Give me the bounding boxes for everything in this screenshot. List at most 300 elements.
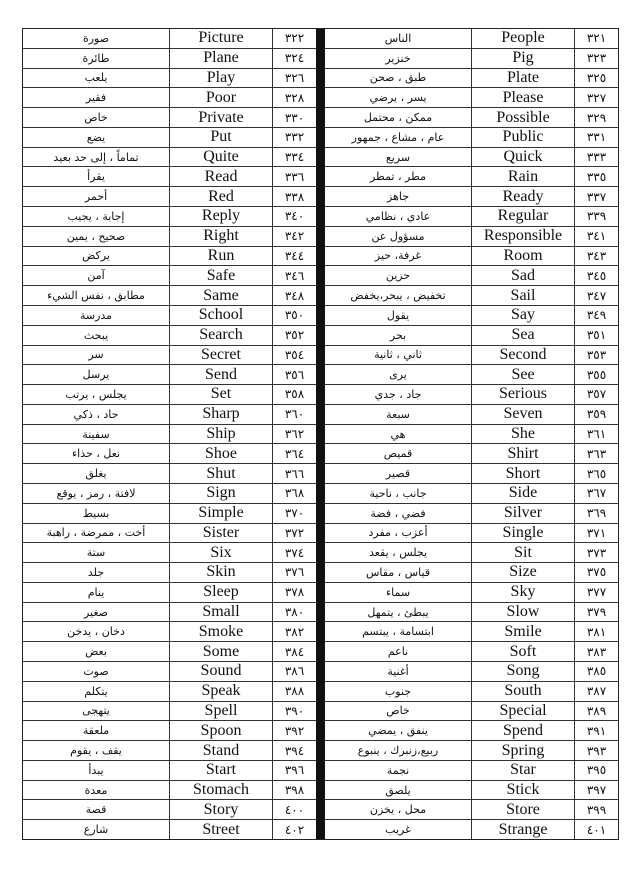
- arabic-meaning: يجلس ، يرتب: [65, 387, 127, 401]
- entry-number: ٣٩٤: [272, 741, 316, 760]
- table-row: [23, 642, 316, 662]
- english-word: Sleep: [169, 583, 272, 602]
- english-word: Six: [169, 543, 272, 562]
- english-word: Public: [471, 128, 574, 147]
- english-word: Soft: [471, 642, 574, 661]
- english-word: Reply: [169, 207, 272, 226]
- english-word: She: [471, 425, 574, 444]
- english-word: Stomach: [169, 781, 272, 800]
- arabic-meaning: طائرة: [82, 51, 110, 65]
- table-row: [325, 286, 618, 306]
- entry-number: ٣٩٩: [574, 800, 618, 819]
- arabic-meaning: مسؤول عن: [371, 229, 425, 243]
- entry-number: ٣٢١: [574, 29, 618, 48]
- arabic-meaning: محل ، يخزن: [369, 803, 427, 817]
- table-row: [23, 820, 316, 839]
- english-word: Rain: [471, 167, 574, 186]
- english-word: Sea: [471, 326, 574, 345]
- english-word: Skin: [169, 563, 272, 582]
- table-row: [23, 167, 316, 187]
- arabic-meaning: جانب ، ناحية: [369, 486, 427, 500]
- entry-number: ٣٨١: [574, 622, 618, 641]
- arabic-meaning: سريع: [385, 150, 411, 164]
- table-row: [325, 820, 618, 839]
- english-word: South: [471, 682, 574, 701]
- arabic-meaning: ممكن ، محتمل: [363, 111, 433, 125]
- arabic-meaning: تخفيض ، يبحر،يخفض: [350, 289, 446, 303]
- arabic-meaning: الناس: [384, 31, 412, 45]
- entry-number: ٣٥٢: [272, 326, 316, 345]
- english-word: Special: [471, 702, 574, 721]
- entry-number: ٣٢٧: [574, 88, 618, 107]
- entry-number: ٣٥٥: [574, 365, 618, 384]
- arabic-meaning: مطر ، تمطر: [369, 170, 427, 184]
- english-word: Some: [169, 642, 272, 661]
- table-row: [23, 622, 316, 642]
- english-word: Say: [471, 306, 574, 325]
- english-word: Red: [169, 187, 272, 206]
- english-word: Song: [471, 662, 574, 681]
- table-row: [325, 306, 618, 326]
- arabic-meaning: يبدأ: [88, 763, 104, 777]
- english-word: Spend: [471, 721, 574, 740]
- arabic-meaning: يرى: [389, 368, 407, 382]
- entry-number: ٣٥٠: [272, 306, 316, 325]
- table-row: [23, 207, 316, 227]
- entry-number: ٣٣٣: [574, 148, 618, 167]
- english-word: Pig: [471, 49, 574, 68]
- arabic-meaning: ينام: [87, 585, 105, 599]
- table-row: [325, 365, 618, 385]
- arabic-meaning: قصير: [385, 467, 411, 481]
- table-row: [325, 49, 618, 69]
- arabic-meaning: جاد ، جدي: [374, 387, 422, 401]
- english-word: Please: [471, 88, 574, 107]
- table-row: [23, 721, 316, 741]
- arabic-meaning: نجمة: [386, 763, 410, 777]
- arabic-meaning: بعض: [85, 645, 107, 659]
- english-word: Same: [169, 286, 272, 305]
- entry-number: ٣٥٨: [272, 385, 316, 404]
- english-word: Sail: [471, 286, 574, 305]
- english-word: Picture: [169, 29, 272, 48]
- arabic-meaning: تماماً ، إلى حد بعيد: [53, 150, 139, 164]
- english-word: Ship: [169, 425, 272, 444]
- english-word: Sound: [169, 662, 272, 681]
- entry-number: ٣٧٨: [272, 583, 316, 602]
- table-row: [325, 425, 618, 445]
- table-row: [325, 524, 618, 544]
- table-row: [23, 148, 316, 168]
- table-row: [325, 29, 618, 49]
- table-row: [325, 781, 618, 801]
- arabic-meaning: أحمر: [84, 190, 108, 204]
- entry-number: ٣٤٨: [272, 286, 316, 305]
- entry-number: ٣٩٨: [272, 781, 316, 800]
- arabic-meaning: بحر: [389, 328, 407, 342]
- entry-number: ٣٣٨: [272, 187, 316, 206]
- arabic-meaning: سر: [88, 348, 104, 362]
- english-word: Send: [169, 365, 272, 384]
- english-word: Plate: [471, 69, 574, 88]
- table-row: [325, 346, 618, 366]
- entry-number: ٣٩١: [574, 721, 618, 740]
- english-word: Sister: [169, 524, 272, 543]
- table-row: [23, 247, 316, 267]
- english-word: Size: [471, 563, 574, 582]
- arabic-meaning: قياس ، مقاس: [365, 565, 431, 579]
- entry-number: ٣٢٢: [272, 29, 316, 48]
- entry-number: ٣٦٨: [272, 484, 316, 503]
- english-word: Second: [471, 346, 574, 365]
- english-word: Seven: [471, 405, 574, 424]
- table-row: [325, 662, 618, 682]
- entry-number: ٣٧٢: [272, 524, 316, 543]
- arabic-meaning: ربيع،زنبرك ، ينبوع: [357, 744, 439, 758]
- entry-number: ٣٢٦: [272, 69, 316, 88]
- arabic-meaning: أغنية: [387, 664, 409, 678]
- arabic-meaning: يبحث: [83, 328, 109, 342]
- arabic-meaning: ينفق ، يمضي: [368, 724, 428, 738]
- table-row: [325, 484, 618, 504]
- arabic-meaning: سبعة: [386, 407, 410, 421]
- arabic-meaning: جاهز: [386, 190, 410, 204]
- english-word: Right: [169, 227, 272, 246]
- english-word: Sign: [169, 484, 272, 503]
- entry-number: ٣٣٠: [272, 108, 316, 127]
- entry-number: ٣٧٥: [574, 563, 618, 582]
- arabic-meaning: يغلق: [85, 467, 107, 481]
- english-word: Small: [169, 603, 272, 622]
- table-row: [23, 543, 316, 563]
- entry-number: ٣٩٣: [574, 741, 618, 760]
- english-word: Short: [471, 464, 574, 483]
- english-word: Responsible: [471, 227, 574, 246]
- arabic-meaning: يركض: [82, 249, 110, 263]
- entry-number: ٣٦٦: [272, 464, 316, 483]
- english-word: Simple: [169, 504, 272, 523]
- table-row: [325, 642, 618, 662]
- table-row: [325, 128, 618, 148]
- table-row: [325, 464, 618, 484]
- english-word: Secret: [169, 346, 272, 365]
- entry-number: ٣٤٣: [574, 247, 618, 266]
- table-row: [23, 88, 316, 108]
- english-word: Strange: [471, 820, 574, 839]
- table-row: [23, 662, 316, 682]
- arabic-meaning: ملعقة: [82, 724, 110, 738]
- english-word: People: [471, 29, 574, 48]
- arabic-meaning: ابتسامة ، يبتسم: [362, 625, 434, 639]
- arabic-meaning: يجلس ، يقعد: [368, 546, 428, 560]
- arabic-meaning: حاد ، ذكي: [73, 407, 119, 421]
- english-word: Smoke: [169, 622, 272, 641]
- entry-number: ٣٨٧: [574, 682, 618, 701]
- table-row: [23, 128, 316, 148]
- english-word: Room: [471, 247, 574, 266]
- entry-number: ٣٨٠: [272, 603, 316, 622]
- table-row: [325, 266, 618, 286]
- arabic-meaning: لافتة ، رمز ، يوقع: [56, 486, 136, 500]
- entry-number: ٣٩٥: [574, 761, 618, 780]
- table-row: [23, 444, 316, 464]
- table-row: [23, 108, 316, 128]
- entry-number: ٣٦٠: [272, 405, 316, 424]
- entry-number: ٣٣١: [574, 128, 618, 147]
- entry-number: ٣٥١: [574, 326, 618, 345]
- table-row: [325, 405, 618, 425]
- english-word: Story: [169, 800, 272, 819]
- english-word: Plane: [169, 49, 272, 68]
- table-row: [23, 346, 316, 366]
- english-word: Read: [169, 167, 272, 186]
- vocabulary-column-left: [23, 29, 316, 839]
- arabic-meaning: يقرأ: [87, 170, 105, 184]
- table-row: [23, 781, 316, 801]
- table-row: [325, 721, 618, 741]
- entry-number: ٣٣٩: [574, 207, 618, 226]
- arabic-meaning: صورة: [82, 31, 110, 45]
- english-word: Shoe: [169, 444, 272, 463]
- english-word: Serious: [471, 385, 574, 404]
- table-row: [325, 385, 618, 405]
- arabic-meaning: يبطئ ، يتمهل: [367, 605, 429, 619]
- table-row: [23, 800, 316, 820]
- table-row: [23, 69, 316, 89]
- arabic-meaning: غريب: [385, 823, 411, 837]
- arabic-meaning: غرفة، حيز: [374, 249, 422, 263]
- english-word: Silver: [471, 504, 574, 523]
- entry-number: ٣٣٦: [272, 167, 316, 186]
- table-row: [23, 484, 316, 504]
- arabic-meaning: خاص: [386, 704, 410, 718]
- english-word: Search: [169, 326, 272, 345]
- arabic-meaning: صحيح ، يمين: [66, 229, 126, 243]
- entry-number: ٣٤٥: [574, 266, 618, 285]
- entry-number: ٣٦٣: [574, 444, 618, 463]
- column-divider: [316, 29, 325, 839]
- table-row: [325, 702, 618, 722]
- english-word: Speak: [169, 682, 272, 701]
- table-row: [325, 622, 618, 642]
- arabic-meaning: ثاني ، ثانية: [374, 348, 422, 362]
- entry-number: ٣٨٨: [272, 682, 316, 701]
- english-word: Possible: [471, 108, 574, 127]
- table-row: [23, 187, 316, 207]
- arabic-meaning: يضع: [86, 130, 106, 144]
- arabic-meaning: جلد: [87, 565, 105, 579]
- english-word: Store: [471, 800, 574, 819]
- arabic-meaning: سفينة: [82, 427, 110, 441]
- entry-number: ٣٦٩: [574, 504, 618, 523]
- arabic-meaning: أخت ، ممرضة ، راهبة: [46, 526, 146, 540]
- arabic-meaning: حزين: [385, 269, 411, 283]
- table-row: [325, 167, 618, 187]
- english-word: Regular: [471, 207, 574, 226]
- entry-number: ٣٢٨: [272, 88, 316, 107]
- table-row: [325, 227, 618, 247]
- entry-number: ٣٨٣: [574, 642, 618, 661]
- entry-number: ٣٧٠: [272, 504, 316, 523]
- entry-number: ٣٣٢: [272, 128, 316, 147]
- entry-number: ٣٥٣: [574, 346, 618, 365]
- english-word: Sad: [471, 266, 574, 285]
- arabic-meaning: عادي ، نظامي: [365, 209, 431, 223]
- table-row: [325, 504, 618, 524]
- entry-number: ٣٢٥: [574, 69, 618, 88]
- table-row: [325, 583, 618, 603]
- english-word: Start: [169, 761, 272, 780]
- english-word: Shirt: [471, 444, 574, 463]
- english-word: Star: [471, 761, 574, 780]
- table-row: [325, 682, 618, 702]
- table-row: [325, 563, 618, 583]
- table-row: [23, 286, 316, 306]
- arabic-meaning: ستة: [86, 546, 106, 560]
- entry-number: ٣٩٦: [272, 761, 316, 780]
- entry-number: ٣٨٥: [574, 662, 618, 681]
- arabic-meaning: سماء: [385, 585, 411, 599]
- arabic-meaning: هي: [390, 427, 406, 441]
- entry-number: ٣٧٦: [272, 563, 316, 582]
- arabic-meaning: جنوب: [384, 684, 412, 698]
- arabic-meaning: صغير: [83, 605, 109, 619]
- table-row: [23, 563, 316, 583]
- entry-number: ٣٦١: [574, 425, 618, 444]
- arabic-meaning: يتهجى: [82, 704, 110, 718]
- table-row: [23, 365, 316, 385]
- english-word: Spoon: [169, 721, 272, 740]
- entry-number: ٣٥٦: [272, 365, 316, 384]
- table-row: [325, 247, 618, 267]
- table-row: [23, 306, 316, 326]
- english-word: Side: [471, 484, 574, 503]
- english-word: Sit: [471, 543, 574, 562]
- entry-number: ٣٧٣: [574, 543, 618, 562]
- english-word: Stand: [169, 741, 272, 760]
- vocabulary-table: [22, 28, 619, 840]
- arabic-meaning: يرسل: [82, 368, 110, 382]
- english-word: Spring: [471, 741, 574, 760]
- table-row: [23, 761, 316, 781]
- english-word: Smile: [471, 622, 574, 641]
- entry-number: ٣٧٩: [574, 603, 618, 622]
- arabic-meaning: يلعب: [84, 71, 108, 85]
- arabic-meaning: قميص: [383, 447, 413, 461]
- table-row: [23, 603, 316, 623]
- english-word: Safe: [169, 266, 272, 285]
- table-row: [325, 148, 618, 168]
- arabic-meaning: دخان ، يدخن: [67, 625, 125, 639]
- entry-number: ٤٠١: [574, 820, 618, 839]
- entry-number: ٣٩٠: [272, 702, 316, 721]
- table-row: [23, 741, 316, 761]
- table-row: [23, 49, 316, 69]
- english-word: Set: [169, 385, 272, 404]
- english-word: Put: [169, 128, 272, 147]
- table-row: [325, 69, 618, 89]
- entry-number: ٣٥٧: [574, 385, 618, 404]
- table-row: [23, 464, 316, 484]
- arabic-meaning: خاص: [84, 111, 108, 125]
- table-row: [325, 741, 618, 761]
- entry-number: ٣٦٥: [574, 464, 618, 483]
- entry-number: ٣٦٧: [574, 484, 618, 503]
- entry-number: ٣٣٥: [574, 167, 618, 186]
- table-row: [325, 207, 618, 227]
- entry-number: ٣٢٩: [574, 108, 618, 127]
- entry-number: ٣٨٩: [574, 702, 618, 721]
- entry-number: ٣٤٢: [272, 227, 316, 246]
- english-word: Spell: [169, 702, 272, 721]
- english-word: Sharp: [169, 405, 272, 424]
- arabic-meaning: إجابة ، يجيب: [67, 209, 125, 223]
- arabic-meaning: يقف ، يقوم: [70, 744, 122, 758]
- table-row: [23, 385, 316, 405]
- english-word: Stick: [471, 781, 574, 800]
- arabic-meaning: صوت: [83, 664, 109, 678]
- entry-number: ٣٧١: [574, 524, 618, 543]
- table-row: [325, 88, 618, 108]
- table-row: [23, 405, 316, 425]
- entry-number: ٤٠٢: [272, 820, 316, 839]
- arabic-meaning: آمن: [87, 269, 105, 283]
- arabic-meaning: قصة: [85, 803, 107, 817]
- entry-number: ٣٨٤: [272, 642, 316, 661]
- entry-number: ٣٣٧: [574, 187, 618, 206]
- arabic-meaning: أعزب ، مفرد: [368, 526, 428, 540]
- english-word: Quick: [471, 148, 574, 167]
- english-word: Street: [169, 820, 272, 839]
- entry-number: ٣٦٤: [272, 444, 316, 463]
- entry-number: ٣٩٧: [574, 781, 618, 800]
- arabic-meaning: فضي ، فضة: [370, 506, 426, 520]
- table-row: [23, 425, 316, 445]
- table-row: [23, 227, 316, 247]
- english-word: See: [471, 365, 574, 384]
- english-word: Run: [169, 247, 272, 266]
- table-row: [325, 543, 618, 563]
- entry-number: ٣٣٤: [272, 148, 316, 167]
- table-row: [325, 800, 618, 820]
- english-word: Private: [169, 108, 272, 127]
- arabic-meaning: يتكلم: [84, 684, 108, 698]
- entry-number: ٣٢٤: [272, 49, 316, 68]
- english-word: Play: [169, 69, 272, 88]
- english-word: Slow: [471, 603, 574, 622]
- table-row: [325, 444, 618, 464]
- arabic-meaning: شارع: [83, 823, 109, 837]
- english-word: School: [169, 306, 272, 325]
- table-row: [325, 187, 618, 207]
- entry-number: ٣٨٦: [272, 662, 316, 681]
- english-word: Quite: [169, 148, 272, 167]
- entry-number: ٣٥٤: [272, 346, 316, 365]
- arabic-meaning: بسيط: [82, 506, 110, 520]
- entry-number: ٣٧٤: [272, 543, 316, 562]
- table-row: [23, 682, 316, 702]
- arabic-meaning: معدة: [84, 783, 108, 797]
- english-word: Single: [471, 524, 574, 543]
- table-row: [325, 603, 618, 623]
- entry-number: ٣٤٧: [574, 286, 618, 305]
- entry-number: ٣٦٢: [272, 425, 316, 444]
- table-row: [325, 326, 618, 346]
- arabic-meaning: يلصق: [385, 783, 411, 797]
- entry-number: ٤٠٠: [272, 800, 316, 819]
- arabic-meaning: مطابق ، نفس الشيء: [47, 289, 145, 303]
- english-word: Sky: [471, 583, 574, 602]
